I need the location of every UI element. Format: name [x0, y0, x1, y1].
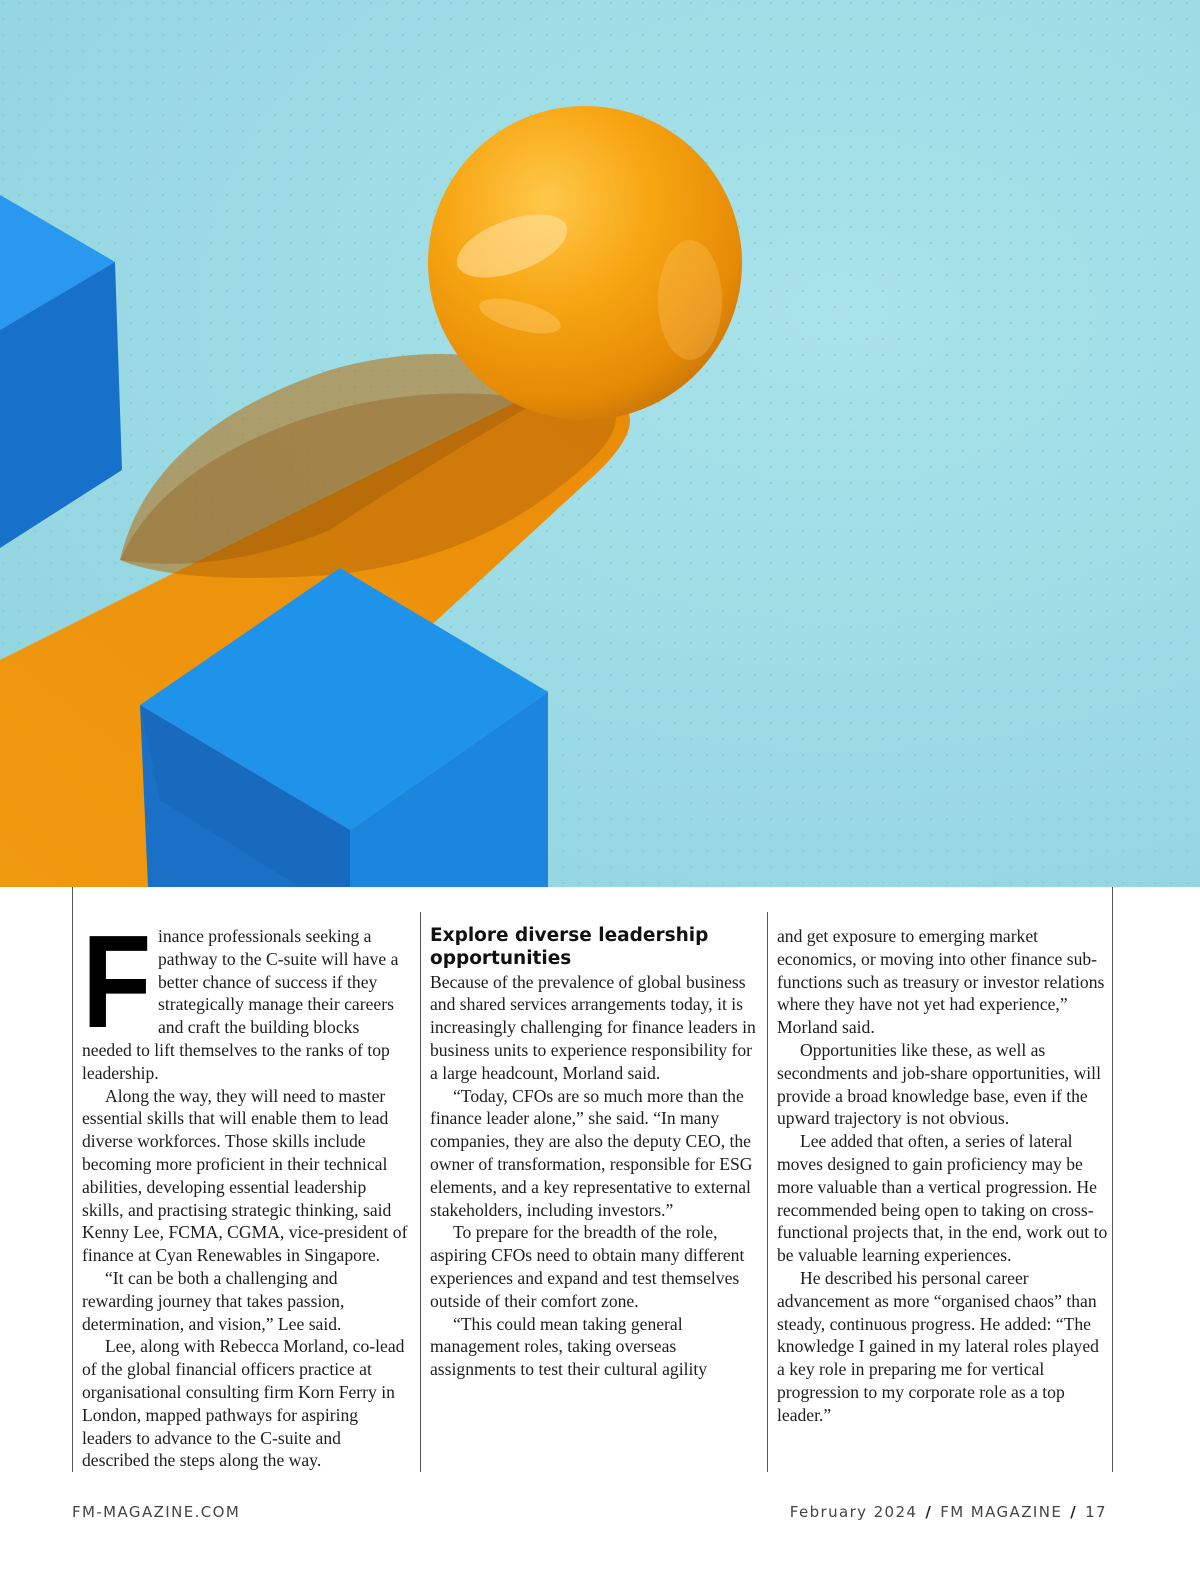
- paragraph: “It can be both a challenging and rewarding journey that takes passion, determination, and vision,” Lee said.: [82, 1267, 345, 1334]
- paragraph: Along the way, they will need to master essential skills that will enable them to lead diverse workforces. Those skills include becoming more proficient in their technical abilities, developing essential leadership skills, and practising strategic thinking, said Kenny Lee, FCMA, CGMA, vice-president of finance at Cyan Renewables in Singapore.: [82, 1085, 408, 1266]
- footer-separator: /: [1070, 1503, 1078, 1521]
- paragraph: inance professionals seeking a pathway to the C-suite will have a better chance of success if they strategically manage their careers and craft the building blocks needed to lift themselves to the ranks of top leadership.: [82, 926, 399, 1083]
- orange-ball: [428, 106, 742, 420]
- footer-folio: [790, 1503, 1107, 1521]
- footer-magazine: FM MAGAZINE: [940, 1503, 1063, 1521]
- paragraph: “This could mean taking general management roles, taking overseas assignments to test their cultural agility: [430, 1313, 708, 1380]
- paragraph: Because of the prevalence of global business and shared services arrangements today, it is increasingly challenging for finance leaders in business units to experience responsibility for a large headcount, Morland said.: [430, 971, 756, 1083]
- article-column-2: [430, 925, 758, 1381]
- drop-cap: F: [82, 908, 150, 1055]
- column-rule-right: [1112, 887, 1113, 1472]
- article-column-1: [82, 908, 410, 1472]
- column-rule-left: [72, 887, 73, 1472]
- paragraph: Opportunities like these, as well as secondments and job-share opportunities, will provide a broad knowledge base, even if the upward trajectory is not obvious.: [777, 1039, 1101, 1129]
- paragraph: Lee added that often, a series of lateral moves designed to gain proficiency may be more valuable than a vertical progression. He recommended being open to taking on cross-functional projects that, in the end, work out to be valuable learning experiences.: [777, 1131, 1108, 1266]
- paragraph: To prepare for the breadth of the role, aspiring CFOs need to obtain many different experiences and expand and test themselves outside of their comfort zone.: [430, 1222, 745, 1311]
- paragraph: Lee, along with Rebecca Morland, co-lead of the global financial officers practice at organisational consulting firm Korn Ferry in London, mapped pathways for aspiring leaders to advance to the C-suite and described the steps along the way.: [82, 1336, 405, 1471]
- footer-separator: /: [925, 1503, 933, 1521]
- section-subhead: Explore diverse leadership opportunities: [430, 925, 709, 969]
- column-rule-2: [767, 912, 768, 1472]
- footer-site: FM-MAGAZINE.COM: [72, 1503, 241, 1521]
- paragraph: and get exposure to emerging market economics, or moving into other finance sub-functions such as treasury or investor relations where they have not yet had experience,” Morland said.: [777, 926, 1105, 1038]
- footer-date: February 2024: [789, 1503, 918, 1521]
- page-number: 17: [1085, 1503, 1107, 1521]
- column-rule-1: [420, 912, 421, 1472]
- article-column-3: [777, 925, 1109, 1427]
- paragraph: He described his personal career advancement as more “organised chaos” than steady, continuous progress. He added: “The knowledge I gained in my lateral roles played a key role in preparing me for vertical progression to my corporate role as a top leader.”: [777, 1267, 1099, 1425]
- paragraph: “Today, CFOs are so much more than the finance leader alone,” she said. “In many companies, they are also the deputy CEO, the owner of transformation, responsible for ESG elements, and a key representative to external stakeholders, including investors.”: [430, 1085, 753, 1220]
